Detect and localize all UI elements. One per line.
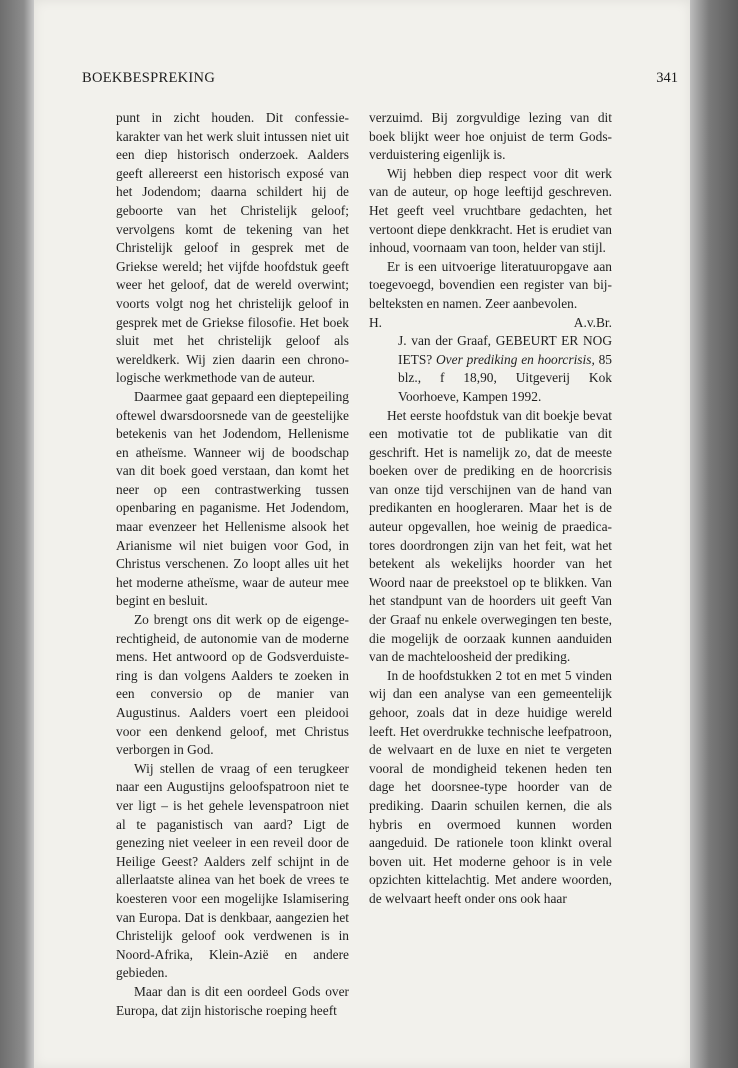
book-reference — [369, 332, 612, 406]
scan-right-edge — [690, 0, 738, 1068]
paragraph: Zo brengt ons dit werk op de eigengerechtigheid, de autonomie van de moderne mens. Het antwoord op de Godsverduistering is dan volgens Aalders te zoeken in een conversio op de manier van Augustinus. Aalders voert een pleidooi voor een denkend geloof, met Christus verborgen in God. — [116, 612, 349, 758]
paragraph: Daarmee gaat gepaard een dieptepeiling oftewel dwarsdoorsnede van de geestelijke betekenis van het Jodendom, Hellenisme en atheïsme. Wanneer wij de boodschap van dit boek goed verstaan, dan komt het neer op een contrastwerking tussen openbaring en paganisme. Het Jodendom, maar evenzeer het Hellenisme alsook het Arianisme wil niet buigen voor God, in Christus verschenen. Zo loopt alles uit het het moderne atheïsme, waar de auteur mee begint en besluit. — [116, 388, 349, 609]
paragraph: punt in zicht houden. Dit confessie-karakter van het werk sluit intussen niet uit een diep historisch onderzoek. Aalders geeft allereerst een historisch exposé van het Jodendom; daarna schildert hij de geboorte van het Christelijk geloof; vervolgens komt de tekening van het Christelijk geloof in gesprek met de Griekse wereld; het vijfde hoofdstuk geeft weer het geloof, dat de wereld overwint; voorts volgt nog het christelijk geloof in gesprek met de Griekse filosofie. Het boek sluit met het christelijk geloof als wereldkerk. Wij zien daarin een chronologische werkmethode van de auteur. — [116, 110, 349, 386]
paragraph: Wij hebben diep respect voor dit werk van de auteur, op hoge leeftijd geschreven. Het geeft veel vruchtbare gedachten, het vertoont diepe denkkracht. Het is erudiet van inhoud, voornaam van toon, helder van stijl. — [369, 165, 612, 256]
book-details: 85 blz., f 18,90, Uitgeverij Kok Voorhoeve, Kampen 1992. — [398, 351, 612, 404]
book-subtitle: Over prediking en hoorcrisis, — [436, 351, 595, 367]
right-column — [369, 109, 612, 909]
paragraph: Wij stellen de vraag of een terugkeer naar een Augustijns geloofspatroon niet te ver ligt – is het gehele levenspatroon niet al te paganistisch van aard? Ligt de genezing niet veeleer in een reveil door de Heilige Geest? Aalders zelf schijnt in de allerlaatste alinea van het boek de vrees te koesteren voor een mogelijke Islamisering van Europa. Dat is denkbaar, aangezien het Christelijk geloof ook verdwenen is in Noord-Afrika, Klein-Azië en andere gebieden. — [116, 760, 349, 981]
scan-left-edge — [0, 0, 34, 1068]
reviewer-signature — [369, 314, 612, 333]
paragraph: Het eerste hoofdstuk van dit boekje bevat een motivatie tot de publikatie van dit geschrift. Het is namelijk zo, dat de meeste boeken over de prediking en de hoorcrisis van onze tijd verschijnen van de hand van predikanten en hoogleraren. Maar het is de auteur opgevallen, hoe weinig de praedicatores doordrongen zijn van het feit, wat het betekent als wekelijks hoorder van het Woord naar de preekstoel op te blikken. Van het standpunt van de hoorders uit geeft Van der Graaf nu enkele overwegingen ten beste, die mogelijk de oorzaak kunnen aanduiden van de machteloosheid der prediking. — [369, 407, 612, 665]
signature-name: A.v.Br. — [573, 314, 612, 330]
running-header: BOEKBESPREKING — [82, 70, 216, 86]
left-column — [116, 109, 349, 1020]
book-author-title: J. van der Graaf, GEBEURT ER NOG IETS? — [398, 333, 612, 367]
paragraph: Er is een uitvoerige literatuuropgave aan toegevoegd, bovendien een register van bijbelteksten en namen. Zeer aanbevolen. — [369, 258, 612, 311]
signature-initial: H. — [369, 314, 383, 330]
paragraph: verzuimd. Bij zorgvuldige lezing van dit boek blijkt weer hoe onjuist de term Godsverduistering eigenlijk is. — [369, 110, 612, 163]
page-number: 341 — [656, 70, 678, 86]
paragraph: Maar dan is dit een oordeel Gods over Europa, dat zijn historische roeping heeft — [116, 983, 349, 1018]
paragraph: In de hoofdstukken 2 tot en met 5 vinden wij dan een analyse van een gemeentelijk gehoor, zoals dat in deze huidige wereld leeft. Het overdrukke technische leefpatroon, de welvaart en de luxe en niet te vergeten vooral de mondigheid tekenen heden ten dage het doorsnee-type hoorder van de prediking. Daarin schuilen kernen, die als hybris en overmoed kunnen worden aangeduid. De rationele toon klinkt overal boven uit. Het moderne gehoor is in vele opzichten kittelachtig. Met andere woorden, de welvaart heeft onder ons ook haar — [369, 667, 612, 906]
